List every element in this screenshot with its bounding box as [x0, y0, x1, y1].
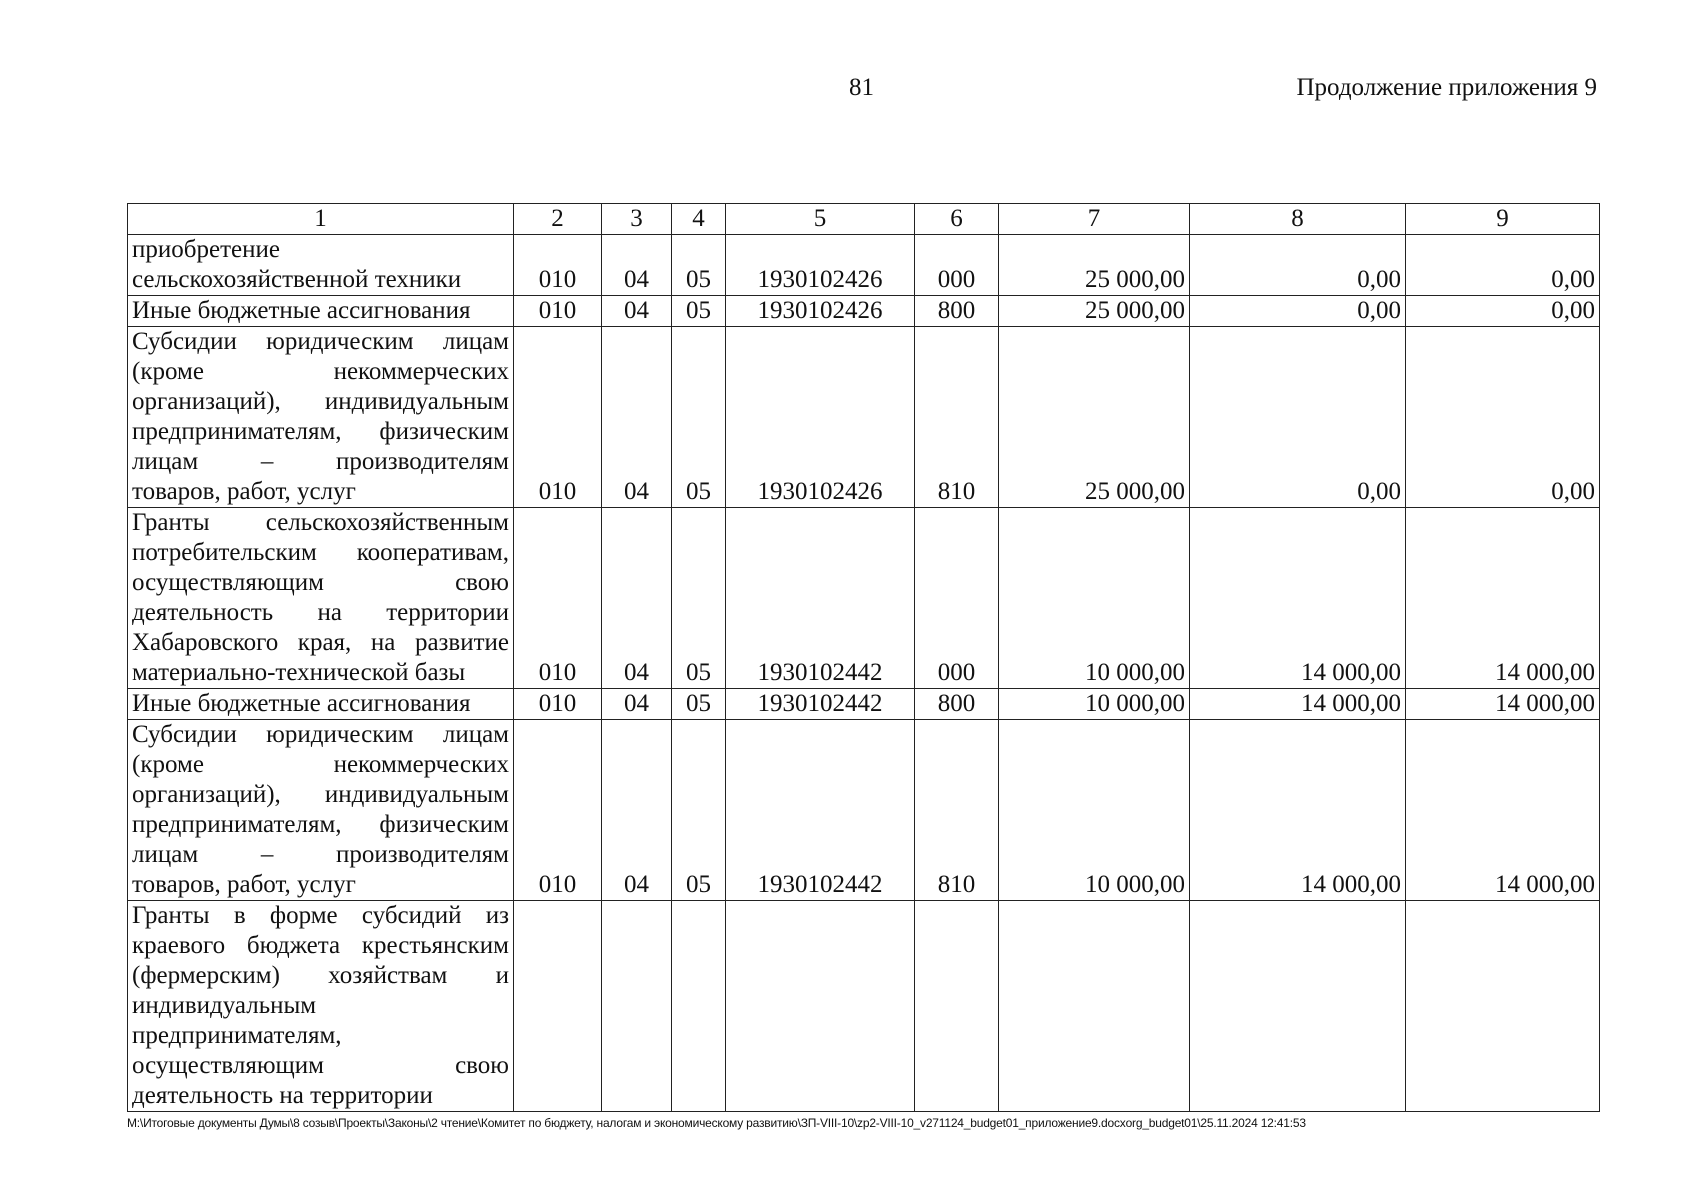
table-row [128, 901, 1600, 1112]
expense-name-line: лицам – производителям [132, 448, 509, 475]
chapter-code-cell: 010 [514, 508, 602, 689]
amount-col9-cell: 0,00 [1406, 296, 1600, 327]
expense-name-line: Хабаровского края, на развитие [132, 629, 509, 656]
expense-name-line: Субсидии юридическим лицам [132, 721, 509, 748]
appendix-continuation-label: Продолжение приложения 9 [1296, 74, 1597, 101]
expense-name-cell [128, 689, 514, 720]
section-code-cell: 04 [602, 720, 672, 901]
expense-name-line: (кроме некоммерческих [132, 358, 509, 385]
chapter-code-cell: 010 [514, 720, 602, 901]
expense-name-cell [128, 296, 514, 327]
budget-table [127, 203, 1600, 1112]
amount-col7-cell: 10 000,00 [999, 508, 1190, 689]
amount-col7-cell: 10 000,00 [999, 720, 1190, 901]
chapter-code-cell [514, 901, 602, 1112]
column-header: 4 [672, 204, 726, 235]
amount-col9-cell: 14 000,00 [1406, 689, 1600, 720]
expense-name-line: осуществляющим свою [132, 569, 509, 596]
target-article-cell: 1930102442 [726, 508, 915, 689]
section-code-cell: 04 [602, 327, 672, 508]
table-row [128, 235, 1600, 296]
expense-name-line: предпринимателям, физическим [132, 811, 509, 838]
expense-type-cell: 800 [915, 689, 999, 720]
section-code-cell: 04 [602, 508, 672, 689]
page-number: 81 [849, 74, 874, 101]
amount-col9-cell: 14 000,00 [1406, 508, 1600, 689]
file-path-footer: M:\Итоговые документы Думы\8 созыв\Проекты\Законы\2 чтение\Комитет по бюджету, налогам и экономическому развитию\ЗП-VIII-10\zp2-VIII-10_v271124_budget01_приложение9.docxorg_budget01\25.11.2024 12:41:53 [127, 1116, 1306, 1130]
expense-name-line: товаров, работ, услуг [132, 871, 356, 898]
expense-name-line: осуществляющим свою [132, 1052, 509, 1079]
expense-name-line: потребительским кооперативам, [132, 539, 509, 566]
expense-name-line: приобретение [132, 236, 280, 263]
expense-name-line: (кроме некоммерческих [132, 751, 509, 778]
column-header: 5 [726, 204, 915, 235]
expense-name-line: Гранты сельскохозяйственным [132, 509, 509, 536]
chapter-code-cell: 010 [514, 296, 602, 327]
column-header: 1 [128, 204, 514, 235]
table-row [128, 689, 1600, 720]
chapter-code-cell: 010 [514, 327, 602, 508]
subsection-code-cell: 05 [672, 720, 726, 901]
column-header: 9 [1406, 204, 1600, 235]
amount-col7-cell: 10 000,00 [999, 689, 1190, 720]
amount-col7-cell: 25 000,00 [999, 327, 1190, 508]
target-article-cell: 1930102426 [726, 235, 915, 296]
table-row [128, 508, 1600, 689]
expense-type-cell: 810 [915, 720, 999, 901]
expense-name-line: Гранты в форме субсидий из [132, 902, 509, 929]
amount-col8-cell: 0,00 [1190, 296, 1406, 327]
table-row [128, 296, 1600, 327]
expense-name-line: деятельность на территории [132, 1082, 433, 1109]
expense-name-line: организаций), индивидуальным [132, 781, 509, 808]
expense-type-cell: 800 [915, 296, 999, 327]
amount-col9-cell [1406, 901, 1600, 1112]
chapter-code-cell: 010 [514, 689, 602, 720]
target-article-cell: 1930102442 [726, 720, 915, 901]
chapter-code-cell: 010 [514, 235, 602, 296]
subsection-code-cell: 05 [672, 689, 726, 720]
amount-col7-cell: 25 000,00 [999, 296, 1190, 327]
target-article-cell [726, 901, 915, 1112]
amount-col8-cell: 14 000,00 [1190, 689, 1406, 720]
expense-name-cell [128, 720, 514, 901]
amount-col7-cell [999, 901, 1190, 1112]
column-header: 7 [999, 204, 1190, 235]
amount-col8-cell [1190, 901, 1406, 1112]
amount-col9-cell: 0,00 [1406, 327, 1600, 508]
section-code-cell: 04 [602, 296, 672, 327]
expense-name-line: краевого бюджета крестьянским [132, 932, 509, 959]
column-header: 2 [514, 204, 602, 235]
expense-name-line: (фермерским) хозяйствам и [132, 962, 509, 989]
amount-col7-cell: 25 000,00 [999, 235, 1190, 296]
section-code-cell: 04 [602, 689, 672, 720]
expense-name-line: Иные бюджетные ассигнования [132, 690, 471, 717]
expense-type-cell: 810 [915, 327, 999, 508]
target-article-cell: 1930102426 [726, 296, 915, 327]
expense-type-cell: 000 [915, 508, 999, 689]
expense-name-line: Иные бюджетные ассигнования [132, 297, 471, 324]
subsection-code-cell: 05 [672, 508, 726, 689]
expense-type-cell [915, 901, 999, 1112]
column-header: 3 [602, 204, 672, 235]
subsection-code-cell: 05 [672, 235, 726, 296]
expense-name-cell [128, 508, 514, 689]
subsection-code-cell: 05 [672, 296, 726, 327]
section-code-cell [602, 901, 672, 1112]
subsection-code-cell [672, 901, 726, 1112]
target-article-cell: 1930102442 [726, 689, 915, 720]
expense-type-cell: 000 [915, 235, 999, 296]
expense-name-line: индивидуальным [132, 992, 317, 1019]
expense-name-cell [128, 327, 514, 508]
amount-col8-cell: 0,00 [1190, 327, 1406, 508]
table-row [128, 720, 1600, 901]
column-header: 8 [1190, 204, 1406, 235]
amount-col9-cell: 14 000,00 [1406, 720, 1600, 901]
expense-name-line: товаров, работ, услуг [132, 478, 356, 505]
amount-col8-cell: 14 000,00 [1190, 508, 1406, 689]
expense-name-line: деятельность на территории [132, 599, 509, 626]
amount-col9-cell: 0,00 [1406, 235, 1600, 296]
expense-name-line: сельскохозяйственной техники [132, 266, 462, 293]
expense-name-line: лицам – производителям [132, 841, 509, 868]
expense-name-cell [128, 235, 514, 296]
expense-name-line: предпринимателям, физическим [132, 418, 509, 445]
amount-col8-cell: 14 000,00 [1190, 720, 1406, 901]
subsection-code-cell: 05 [672, 327, 726, 508]
table-row [128, 327, 1600, 508]
expense-name-line: Субсидии юридическим лицам [132, 328, 509, 355]
target-article-cell: 1930102426 [726, 327, 915, 508]
amount-col8-cell: 0,00 [1190, 235, 1406, 296]
expense-name-line: материально-технической базы [132, 659, 466, 686]
expense-name-cell [128, 901, 514, 1112]
expense-name-line: организаций), индивидуальным [132, 388, 509, 415]
expense-name-line: предпринимателям, [132, 1022, 342, 1049]
column-header: 6 [915, 204, 999, 235]
column-number-header-row [128, 204, 1600, 235]
section-code-cell: 04 [602, 235, 672, 296]
